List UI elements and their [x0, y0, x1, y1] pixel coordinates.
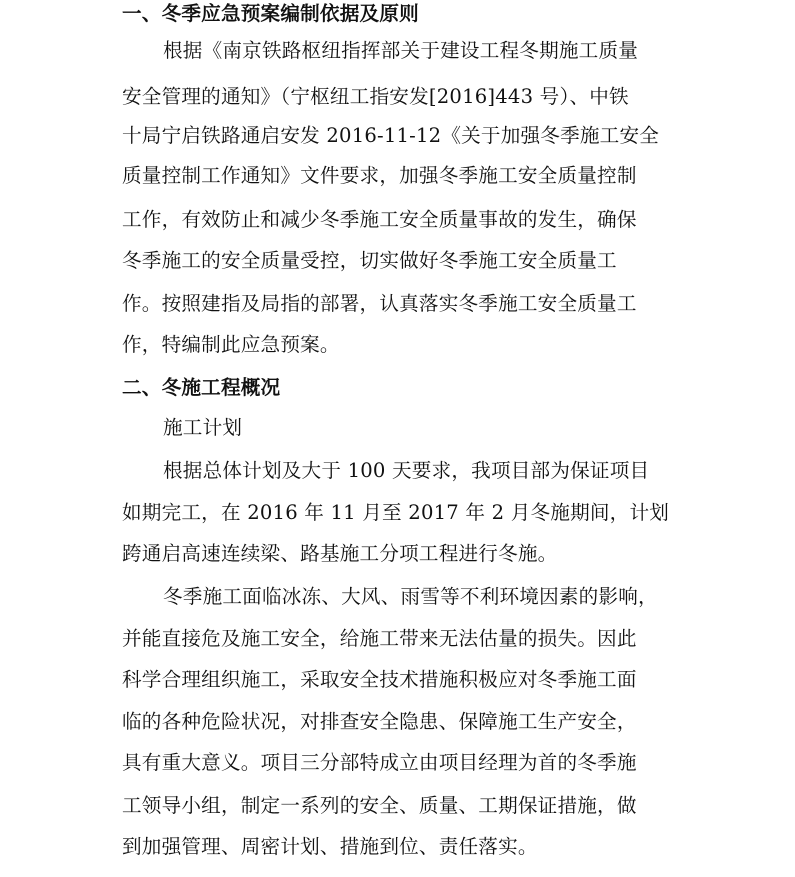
section1-paragraph-line-1: 根据《南京铁路枢纽指挥部关于建设工程冬期施工质量 [163, 39, 639, 62]
section2-paragraph1-line-2: 如期完工，在 2016 年 11 月至 2017 年 2 月冬施期间，计划 [122, 501, 670, 524]
section1-paragraph-line-3: 十局宁启铁路通启安发 2016-11-12《关于加强冬季施工安全 [122, 124, 660, 147]
section2-heading: 二、冬施工程概况 [122, 376, 281, 399]
section2-paragraph2-line-2: 并能直接危及施工安全，给施工带来无法估量的损失。因此 [122, 627, 637, 650]
section2-paragraph2-line-3: 科学合理组织施工，采取安全技术措施积极应对冬季施工面 [122, 668, 637, 691]
section2-subheading: 施工计划 [163, 416, 243, 439]
section1-paragraph-line-4: 质量控制工作通知》文件要求，加强冬季施工安全质量控制 [122, 164, 637, 187]
section2-paragraph1-line-3: 跨通启高速连续梁、路基施工分项工程进行冬施。 [122, 542, 558, 565]
section2-paragraph1-line-1: 根据总体计划及大于 100 天要求，我项目部为保证项目 [163, 459, 650, 482]
section1-paragraph-line-7: 作。按照建指及局指的部署，认真落实冬季施工安全质量工 [122, 292, 637, 315]
section1-paragraph-line-5: 工作，有效防止和减少冬季施工安全质量事故的发生，确保 [122, 208, 637, 231]
section2-paragraph2-line-1: 冬季施工面临冰冻、大风、雨雪等不利环境因素的影响， [163, 585, 658, 608]
section2-paragraph2-line-4: 临的各种危险状况，对排查安全隐患、保障施工生产安全， [122, 710, 637, 733]
section2-paragraph2-line-5: 具有重大意义。项目三分部特成立由项目经理为首的冬季施 [122, 751, 637, 774]
section1-paragraph-line-8: 作，特编制此应急预案。 [122, 333, 340, 356]
section1-paragraph-line-2: 安全管理的通知》（宁枢纽工指安发[2016]443 号）、中铁 [122, 85, 629, 108]
section2-paragraph2-line-7: 到加强管理、周密计划、措施到位、责任落实。 [122, 835, 538, 858]
section2-paragraph2-line-6: 工领导小组，制定一系列的安全、质量、工期保证措施，做 [122, 794, 637, 817]
section1-paragraph-line-6: 冬季施工的安全质量受控，切实做好冬季施工安全质量工 [122, 249, 617, 272]
section1-heading: 一、冬季应急预案编制依据及原则 [122, 2, 419, 25]
